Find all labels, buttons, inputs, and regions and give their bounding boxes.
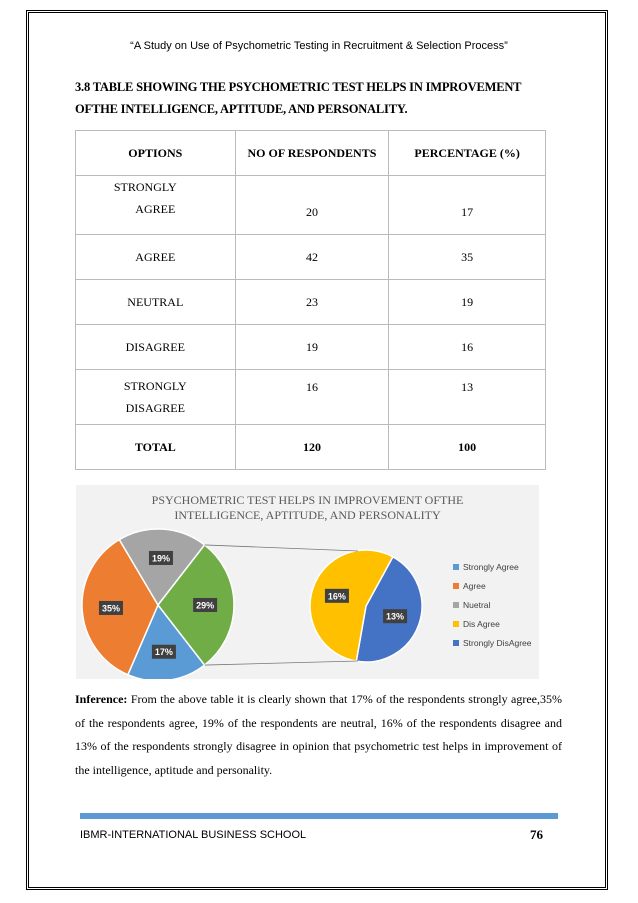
- table-row: [76, 176, 546, 235]
- table-header-options: OPTIONS: [76, 131, 236, 176]
- chart-title-line1: PSYCHOMETRIC TEST HELPS IN IMPROVEMENT OFTHE: [151, 493, 464, 507]
- respondents-cell: 20: [235, 176, 389, 235]
- pie-label-other: 29%: [196, 600, 215, 611]
- inference-label: Inference:: [75, 692, 128, 706]
- option-cell: [76, 176, 236, 235]
- section-heading: [75, 76, 565, 120]
- total-percentage-cell: 100: [389, 425, 546, 470]
- legend-swatch: [453, 621, 459, 627]
- option-cell: [76, 370, 236, 425]
- percentage-cell: 17: [389, 176, 546, 235]
- connector-line-top: [205, 545, 358, 551]
- table-header-row: [76, 131, 546, 176]
- option-line: STRONGLY: [123, 379, 187, 393]
- footer-divider: [80, 813, 558, 819]
- pie-label-nuetral: 19%: [151, 553, 170, 564]
- footer-school: IBMR-INTERNATIONAL BUSINESS SCHOOL: [80, 829, 307, 841]
- section-heading-line1: 3.8 TABLE SHOWING THE PSYCHOMETRIC TEST HELPS IN IMPROVEMENT: [75, 80, 522, 94]
- table-header-respondents: NO OF RESPONDENTS: [235, 131, 389, 176]
- legend-item: [453, 595, 532, 614]
- section-heading-line2: OFTHE INTELLIGENCE, APTITUDE, AND PERSONALITY.: [75, 102, 408, 116]
- table-row: [76, 325, 546, 370]
- respondents-cell: 16: [235, 370, 389, 425]
- legend-swatch: [453, 583, 459, 589]
- legend-label: Strongly DisAgree: [463, 637, 532, 648]
- percentage-cell: 13: [389, 370, 546, 425]
- pie-label-agree: 35%: [101, 603, 120, 614]
- legend-label: Agree: [463, 580, 486, 591]
- respondents-cell: 23: [235, 280, 389, 325]
- pie-label-strongly-disagree: 13%: [386, 611, 405, 622]
- pie-label-disagree: 16%: [327, 591, 346, 602]
- legend-item: [453, 614, 532, 633]
- inference-text: From the above table it is clearly shown that 17% of the respondents strongly agree,35% of the respondents agree, 19% of the respondents are neutral, 16% of the respondents disagree and 13% of the respondents strongly disagree in opinion that psychometric test helps in improvement of the intelligence, aptitude and personality.: [75, 692, 562, 777]
- legend-item: [453, 576, 532, 595]
- respondents-cell: 19: [235, 325, 389, 370]
- total-respondents-cell: 120: [235, 425, 389, 470]
- legend-swatch: [453, 602, 459, 608]
- percentage-cell: 35: [389, 235, 546, 280]
- option-cell: DISAGREE: [76, 325, 236, 370]
- percentage-cell: 19: [389, 280, 546, 325]
- table-header-percentage: PERCENTAGE (%): [389, 131, 546, 176]
- option-cell: AGREE: [76, 235, 236, 280]
- page-number: 76: [530, 827, 543, 842]
- table-row: [76, 370, 546, 425]
- table-row: [76, 280, 546, 325]
- legend-swatch: [453, 564, 459, 570]
- legend-label: Strongly Agree: [463, 561, 519, 572]
- total-label-cell: TOTAL: [76, 425, 236, 470]
- legend-label: Dis Agree: [463, 618, 500, 629]
- chart-legend: [453, 557, 532, 652]
- option-line: DISAGREE: [125, 401, 185, 415]
- pie-of-pie-chart: [76, 485, 539, 679]
- legend-item: [453, 557, 532, 576]
- legend-swatch: [453, 640, 459, 646]
- table-total-row: [76, 425, 546, 470]
- percentage-cell: 16: [389, 325, 546, 370]
- chart-title-line2: INTELLIGENCE, APTITUDE, AND PERSONALITY: [174, 508, 441, 522]
- respondents-table: [75, 130, 546, 470]
- option-line: AGREE: [135, 202, 176, 216]
- inference-paragraph: [75, 688, 562, 782]
- respondents-cell: 42: [235, 235, 389, 280]
- running-header: “A Study on Use of Psychometric Testing in Recruitment & Selection Process”: [130, 40, 508, 52]
- table-row: [76, 235, 546, 280]
- option-cell: NEUTRAL: [76, 280, 236, 325]
- legend-item: [453, 633, 532, 652]
- pie-label-strongly-agree: 17%: [154, 647, 173, 658]
- connector-line-bottom: [205, 661, 358, 665]
- legend-label: Nuetral: [463, 599, 491, 610]
- option-line: STRONGLY: [113, 180, 177, 194]
